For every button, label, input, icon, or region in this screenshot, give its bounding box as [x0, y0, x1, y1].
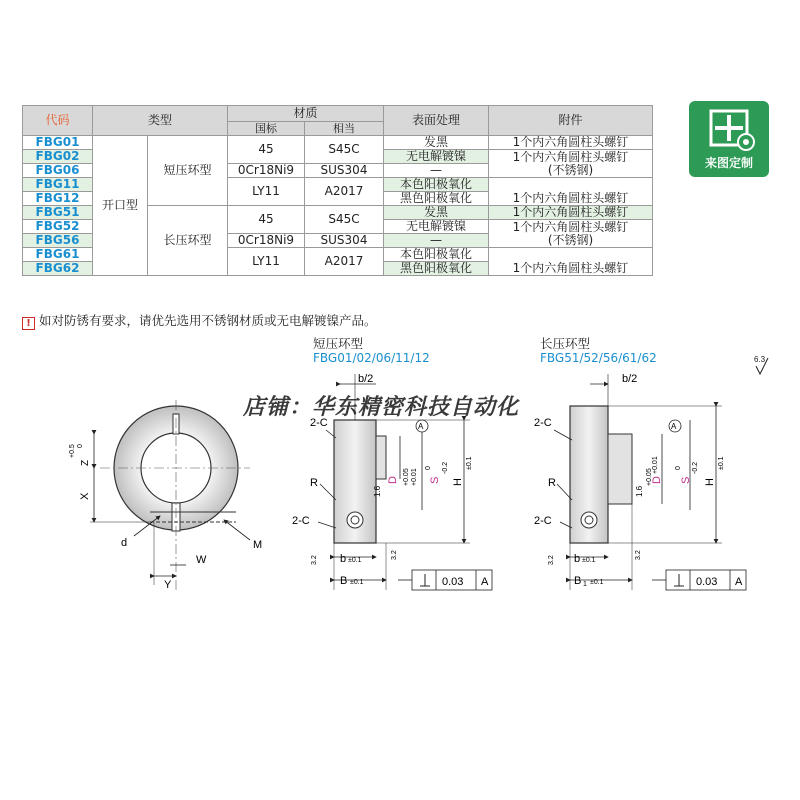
- code-cell: FBG06: [23, 164, 93, 178]
- code-cell: FBG01: [23, 136, 93, 150]
- bb-dim-label: B: [340, 575, 348, 587]
- warning-icon: !: [22, 317, 35, 330]
- c2-top-label: 2-C: [310, 417, 328, 429]
- accessory-cell: 1个内六角圆柱头螺钉: [489, 178, 653, 206]
- surface-cell: 发黑: [384, 136, 489, 150]
- z-label: Z: [80, 459, 91, 466]
- long-c2-bottom-label: 2-C: [534, 515, 552, 527]
- svg-text:A: A: [671, 422, 677, 431]
- svg-text:3.2: 3.2: [391, 550, 398, 560]
- surface-cell: 发黑: [384, 206, 489, 220]
- accessory-cell: 1个内六角圆柱头螺钉: [489, 206, 653, 220]
- material-eq: SUS304: [305, 234, 384, 248]
- type-short: 短压环型: [148, 136, 228, 206]
- long-side-view: [534, 373, 746, 590]
- long-s-dim-label: S: [680, 476, 692, 484]
- shop-watermark: 店铺：华东精密科技自动化: [243, 395, 520, 420]
- roughness-main-label: 6.3: [754, 355, 766, 364]
- material-gb: 0Cr18Ni9: [228, 234, 305, 248]
- long-b1-dim-label: B: [574, 575, 582, 587]
- svg-text:A: A: [418, 422, 424, 431]
- svg-text:-0.2: -0.2: [692, 461, 699, 474]
- z-tol-low: 0: [77, 444, 84, 448]
- code-cell: FBG02: [23, 150, 93, 164]
- b2-label: b/2: [358, 373, 374, 385]
- h-dim-label: H: [452, 478, 464, 486]
- surface-cell: 黑色阳极氧化: [384, 262, 489, 276]
- svg-text:0.03: 0.03: [696, 576, 718, 588]
- material-gb: 0Cr18Ni9: [228, 164, 305, 178]
- roughness-symbol-icon: [754, 355, 768, 374]
- accessory-cell: 1个内六角圆柱头螺钉: [489, 248, 653, 276]
- svg-text:±0.1: ±0.1: [348, 557, 362, 564]
- long-c2-top-label: 2-C: [534, 417, 552, 429]
- code-cell: FBG11: [23, 178, 93, 192]
- s-dim-label: S: [429, 476, 441, 484]
- surface-cell: 无电解镀镍: [384, 220, 489, 234]
- surface-cell: 本色阳极氧化: [384, 178, 489, 192]
- svg-text:3.2: 3.2: [635, 550, 642, 560]
- code-cell: FBG12: [23, 192, 93, 206]
- svg-text:±0.1: ±0.1: [718, 456, 725, 470]
- svg-text:1.6: 1.6: [635, 485, 644, 497]
- accessory-cell: 1个内六角圆柱头螺钉 (不锈钢): [489, 220, 653, 248]
- w-label: W: [196, 554, 207, 566]
- material-eq: A2017: [305, 178, 384, 206]
- note-text: 如对防锈有要求，请优先选用不锈钢材质或无电解镀镍产品。: [39, 313, 377, 328]
- svg-text:+0.05: +0.05: [646, 468, 653, 486]
- material-gb: 45: [228, 136, 305, 164]
- r-label: R: [310, 477, 318, 489]
- material-gb: 45: [228, 206, 305, 234]
- svg-text:-0.2: -0.2: [442, 461, 449, 474]
- long-drawing-title: 长压环型: [540, 336, 591, 351]
- header-material: 材质: [228, 106, 384, 122]
- long-r-label: R: [548, 477, 556, 489]
- header-gb: 国标: [228, 122, 305, 136]
- surface-cell: —: [384, 164, 489, 178]
- m-label: M: [253, 539, 263, 551]
- badge-label: 来图定制: [704, 156, 753, 170]
- y-label: Y: [164, 579, 172, 591]
- accessory-cell: 1个内六角圆柱头螺钉 (不锈钢): [489, 150, 653, 178]
- header-accessory: 附件: [489, 106, 653, 136]
- svg-text:±0.1: ±0.1: [582, 557, 596, 564]
- long-b2-label: b/2: [622, 373, 638, 385]
- header-code: 代码: [23, 106, 93, 136]
- surface-cell: —: [384, 234, 489, 248]
- flatness-frame-short: [398, 570, 492, 590]
- code-cell: FBG61: [23, 248, 93, 262]
- b-dim-label: b: [340, 553, 347, 565]
- svg-text:+0.01: +0.01: [652, 456, 659, 474]
- long-drawing-codes: FBG51/52/56/61/62: [540, 351, 657, 365]
- material-gb: LY11: [228, 178, 305, 206]
- svg-text:±0.1: ±0.1: [466, 456, 473, 470]
- front-view: [69, 400, 262, 591]
- short-drawing-codes: FBG01/02/06/11/12: [313, 351, 430, 365]
- svg-text:+0.05: +0.05: [403, 468, 410, 486]
- type-main: 开口型: [93, 136, 148, 276]
- type-long: 长压环型: [148, 206, 228, 276]
- material-gb: LY11: [228, 248, 305, 276]
- c2-bottom-label: 2-C: [292, 515, 310, 527]
- z-tol-up: +0.5: [69, 444, 76, 458]
- long-h-dim-label: H: [704, 478, 716, 486]
- long-d-dim-label: D: [651, 476, 663, 484]
- short-drawing-title: 短压环型: [313, 336, 364, 351]
- code-cell: FBG52: [23, 220, 93, 234]
- surface-cell: 无电解镀镍: [384, 150, 489, 164]
- accessory-cell: 1个内六角圆柱头螺钉: [489, 136, 653, 150]
- svg-text:A: A: [735, 576, 743, 588]
- material-eq: S45C: [305, 206, 384, 234]
- header-equivalent: 相当: [305, 122, 384, 136]
- code-cell: FBG51: [23, 206, 93, 220]
- svg-text:3.2: 3.2: [548, 555, 555, 565]
- svg-text:1.6: 1.6: [373, 485, 382, 497]
- svg-text:1: 1: [583, 581, 587, 588]
- svg-text:0.03: 0.03: [442, 576, 464, 588]
- material-eq: A2017: [305, 248, 384, 276]
- flatness-frame-long: [652, 570, 746, 590]
- d-label: d: [121, 537, 128, 549]
- d-dim-label: D: [387, 476, 399, 484]
- material-eq: S45C: [305, 136, 384, 164]
- material-eq: SUS304: [305, 164, 384, 178]
- code-cell: FBG62: [23, 262, 93, 276]
- surface-cell: 本色阳极氧化: [384, 248, 489, 262]
- x-label: X: [79, 492, 91, 500]
- header-type: 类型: [93, 106, 228, 136]
- surface-cell: 黑色阳极氧化: [384, 192, 489, 206]
- svg-text:+0.01: +0.01: [411, 468, 418, 486]
- svg-text:±0.1: ±0.1: [350, 579, 364, 586]
- svg-text:A: A: [481, 576, 489, 588]
- long-b-dim-label: b: [574, 553, 581, 565]
- svg-text:±0.1: ±0.1: [590, 579, 604, 586]
- svg-text:0: 0: [675, 466, 682, 470]
- svg-text:0: 0: [425, 466, 432, 470]
- header-surface: 表面处理: [384, 106, 489, 136]
- svg-text:3.2: 3.2: [311, 555, 318, 565]
- code-cell: FBG56: [23, 234, 93, 248]
